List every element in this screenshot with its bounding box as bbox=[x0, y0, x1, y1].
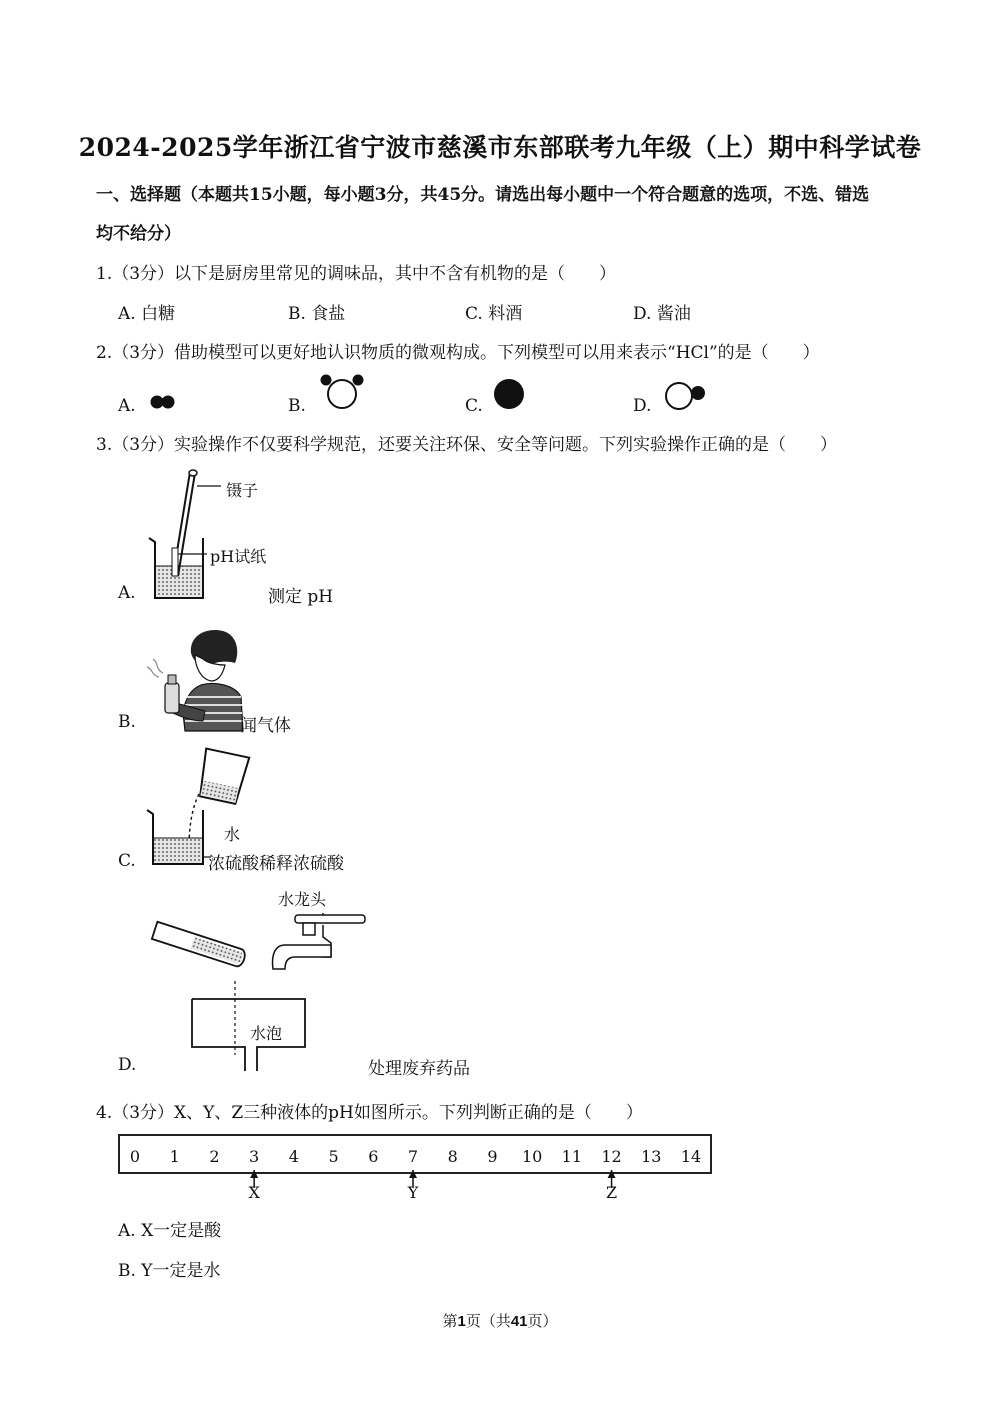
q4-option-a: A. X一定是酸 bbox=[118, 1221, 222, 1241]
q1-option-d: D. 酱油 bbox=[633, 304, 691, 324]
q3-c-label-water: 水 bbox=[224, 825, 241, 844]
page-footer bbox=[0, 1310, 1000, 1331]
q2-option-c: C. bbox=[465, 396, 483, 416]
ph-tick-label: 8 bbox=[447, 1147, 458, 1166]
question-2-stem: 2.（3分）借助模型可以更好地认识物质的微观构成。下列模型可以用来表示“HCl”的是（ ） bbox=[96, 343, 820, 363]
q3-d-caption: 处理废弃药品 bbox=[368, 1059, 470, 1079]
q3-option-a: A. bbox=[118, 583, 136, 603]
ph-tick-label: 1 bbox=[169, 1147, 180, 1166]
q3-c-caption: 浓硫酸稀释浓硫酸 bbox=[208, 854, 344, 874]
ph-marker-label: Y bbox=[407, 1183, 419, 1202]
q2-option-d: D. bbox=[633, 396, 652, 416]
section-heading-cont: 均不给分） bbox=[96, 224, 181, 244]
ph-marker-label: X bbox=[248, 1183, 260, 1202]
ph-tick-label: 4 bbox=[288, 1147, 299, 1166]
q3-d-label-tap: 水龙头 bbox=[278, 890, 327, 909]
ph-tick-label: 11 bbox=[561, 1147, 583, 1166]
ph-tick-label: 3 bbox=[249, 1147, 260, 1166]
ph-tick-label: 13 bbox=[641, 1147, 662, 1166]
q3-option-d: D. bbox=[118, 1055, 137, 1075]
q1-option-a: A. 白糖 bbox=[118, 304, 176, 324]
q2-option-b: B. bbox=[288, 396, 306, 416]
footer-prefix: 第 bbox=[442, 1312, 458, 1330]
footer-total-pages: 41 bbox=[510, 1313, 528, 1330]
q3-option-b: B. bbox=[118, 712, 136, 732]
ph-tick-label: 7 bbox=[407, 1147, 419, 1166]
q1-option-c: C. 料酒 bbox=[465, 304, 523, 324]
q1-option-b: B. 食盐 bbox=[288, 304, 346, 324]
ph-tick-label: 2 bbox=[209, 1147, 220, 1166]
question-3-stem: 3.（3分）实验操作不仅要科学规范，还要关注环保、安全等问题。下列实验操作正确的是（ ） bbox=[96, 435, 838, 455]
ph-tick-label: 6 bbox=[368, 1147, 379, 1166]
q2-option-a: A. bbox=[118, 396, 136, 416]
page-title: 2024-2025学年浙江省宁波市慈溪市东部联考九年级（上）期中科学试卷 bbox=[78, 133, 922, 162]
footer-suffix: 页） bbox=[527, 1312, 558, 1330]
q3-a-caption: 测定 pH bbox=[268, 587, 334, 607]
q3-option-c: C. bbox=[118, 851, 136, 871]
question-1-stem: 1.（3分）以下是厨房里常见的调味品，其中不含有机物的是（ ） bbox=[96, 264, 617, 284]
ph-tick-label: 5 bbox=[328, 1147, 339, 1166]
footer-mid: 页（共 bbox=[465, 1312, 511, 1330]
ph-tick-label: 10 bbox=[521, 1147, 543, 1166]
ph-tick-label: 12 bbox=[601, 1147, 622, 1166]
question-4-stem: 4.（3分）X、Y、Z三种液体的pH如图所示。下列判断正确的是（ ） bbox=[96, 1103, 643, 1123]
ph-tick-label: 0 bbox=[129, 1147, 141, 1166]
q3-a-label-tweezers: 镊子 bbox=[226, 481, 259, 500]
ph-tick-label: 9 bbox=[487, 1147, 498, 1166]
q3-a-label-ph-paper: pH试纸 bbox=[210, 547, 267, 566]
ph-marker-label: Z bbox=[606, 1183, 618, 1202]
q3-b-caption: 闻气体 bbox=[240, 716, 291, 736]
footer-page-number: 1 bbox=[457, 1313, 466, 1330]
q3-d-label-sink: 水泡 bbox=[250, 1024, 283, 1043]
section-heading: 一、选择题（本题共15小题，每小题3分，共45分。请选出每小题中一个符合题意的选项，不选、错选 bbox=[96, 185, 870, 205]
ph-tick-label: 14 bbox=[680, 1147, 702, 1166]
q4-option-b: B. Y一定是水 bbox=[118, 1261, 221, 1281]
